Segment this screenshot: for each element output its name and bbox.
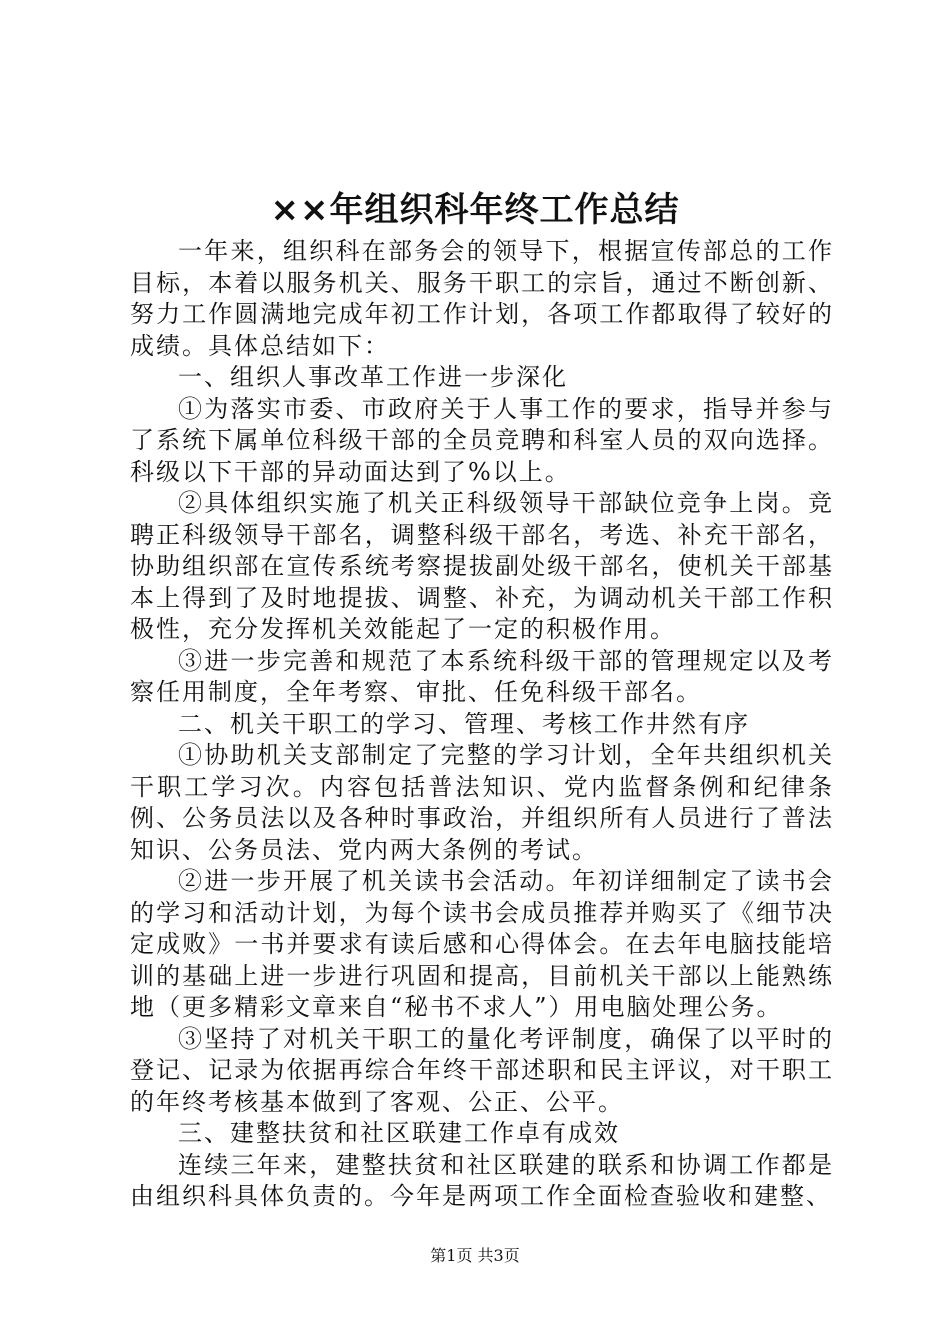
paragraph-2-1: ①协助机关支部制定了完整的学习计划，全年共组织机关干职工学习次。内容包括普法知识、党内监督条例和纪律条例、公务员法以及各种时事政治，并组织所有人员进行了普法知识、公务员法、党内两大条例的考试。	[130, 741, 834, 864]
page-footer: 第1页 共3页	[430, 1246, 520, 1265]
intro-paragraph: 一年来，组织科在部务会的领导下，根据宣传部总的工作目标，本着以服务机关、服务干职工的宗旨，通过不断创新、努力工作圆满地完成年初工作计划，各项工作都取得了较好的成绩。具体总结如下：	[130, 237, 834, 360]
section-heading-1: 一、组织人事改革工作进一步深化	[178, 363, 568, 391]
paragraph-1-1: ①为落实市委、市政府关于人事工作的要求，指导并参与了系统下属单位科级干部的全员竞聘和科室人员的双向选择。科级以下干部的异动面达到了%以上。	[130, 394, 834, 486]
paragraph-3-1: 连续三年来，建整扶贫和社区联建的联系和协调工作都是由组织科具体负责的。今年是两项工作全面检查验收和建整、	[130, 1150, 834, 1210]
paragraph-1-3: ③进一步完善和规范了本系统科级干部的管理规定以及考察任用制度，全年考察、审批、任免科级干部名。	[130, 646, 834, 706]
paragraph-2-2: ②进一步开展了机关读书会活动。年初详细制定了读书会的学习和活动计划，为每个读书会成员推荐并购买了《细节决定成败》一书并要求有读后感和心得体会。在去年电脑技能培训的基础上进一步进行巩固和提高，目前机关干部以上能熟练地（更多精彩文章来自“秘书不求人”）用电脑处理公务。	[130, 867, 834, 1021]
section-heading-3: 三、建整扶贫和社区联建工作卓有成效	[178, 1119, 620, 1147]
document-title: ××年组织科年终工作总结	[270, 190, 680, 230]
section-heading-2: 二、机关干职工的学习、管理、考核工作井然有序	[178, 709, 750, 738]
document-body	[130, 236, 834, 1213]
paragraph-1-2: ②具体组织实施了机关正科级领导干部缺位竞争上岗。竞聘正科级领导干部名，调整科级干部名，考选、补充干部名，协助组织部在宣传系统考察提拔副处级干部名，使机关干部基本上得到了及时地提拔、调整、补充，为调动机关干部工作积极性，充分发挥机关效能起了一定的积极作用。	[130, 489, 834, 643]
paragraph-2-3: ③坚持了对机关干职工的量化考评制度，确保了以平时的登记、记录为依据再综合年终干部述职和民主评议，对干职工的年终考核基本做到了客观、公正、公平。	[130, 1024, 834, 1116]
